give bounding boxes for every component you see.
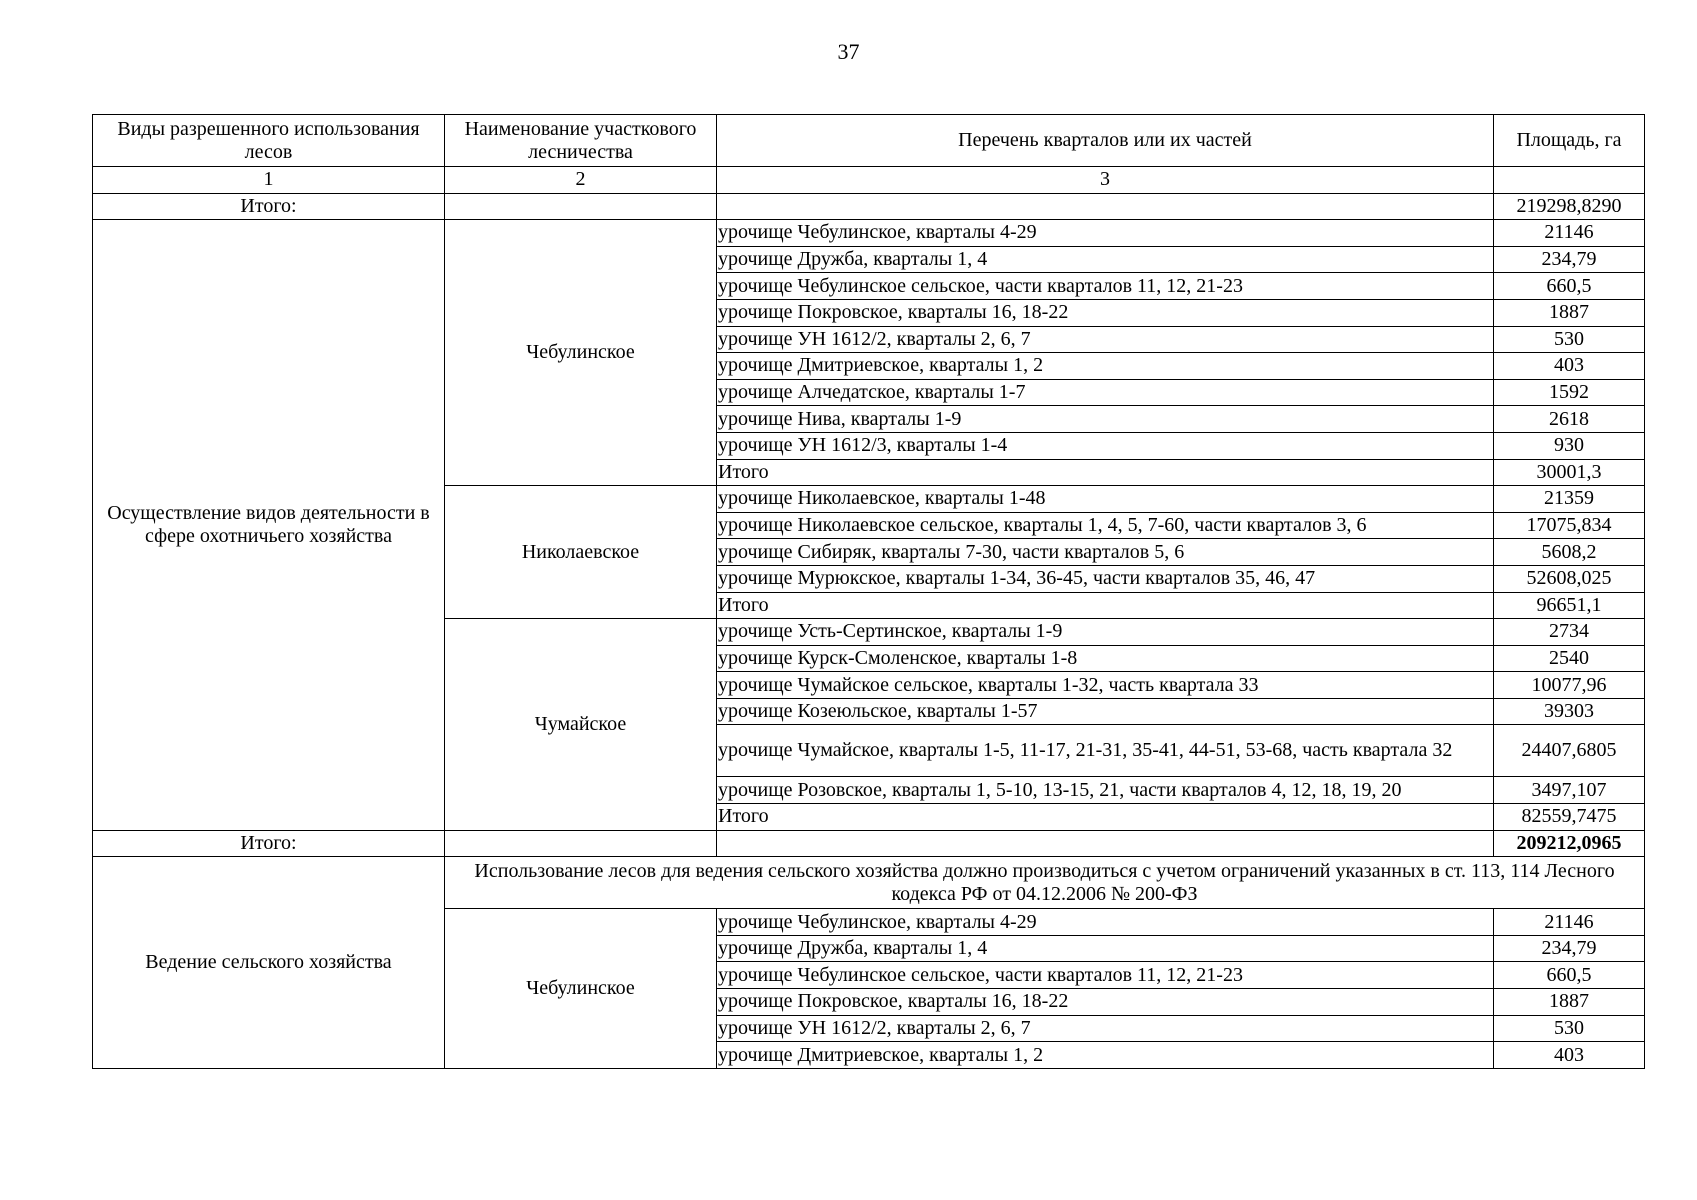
quarters-cell: урочище УН 1612/2, кварталы 2, 6, 7 [717, 326, 1494, 353]
quarters-cell: урочище Чумайское сельское, кварталы 1-32, часть квартала 33 [717, 672, 1494, 699]
use-type-hunting: Осуществление видов деятельности в сфере охотничьего хозяйства [93, 220, 445, 830]
quarters-cell: урочище Алчедатское, кварталы 1-7 [717, 379, 1494, 406]
use-type-agriculture: Ведение сельского хозяйства [93, 857, 445, 1069]
header-use-type: Виды разрешенного использования лесов [93, 115, 445, 167]
header-forestry: Наименование участкового лесничества [445, 115, 717, 167]
quarters-cell: урочище Чебулинское, кварталы 4-29 [717, 909, 1494, 936]
area-cell: 10077,96 [1494, 672, 1645, 699]
quarters-cell: урочище Чебулинское сельское, части кварталов 11, 12, 21-23 [717, 962, 1494, 989]
total-value: 209212,0965 [1494, 830, 1645, 857]
area-cell: 234,79 [1494, 246, 1645, 273]
header-area: Площадь, га [1494, 115, 1645, 167]
quarters-cell: урочище Розовское, кварталы 1, 5-10, 13-15, 21, части кварталов 4, 12, 18, 19, 20 [717, 777, 1494, 804]
area-cell: 930 [1494, 432, 1645, 459]
restriction-note: Использование лесов для ведения сельского хозяйства должно производиться с учетом ограничений указанных в ст. 113, 114 Лесного кодекса РФ от 04.12.2006 № 200-ФЗ [445, 857, 1645, 909]
area-cell: 660,5 [1494, 962, 1645, 989]
subtotal-value: 96651,1 [1494, 592, 1645, 619]
quarters-cell: урочище УН 1612/2, кварталы 2, 6, 7 [717, 1015, 1494, 1042]
subtotal-value: 30001,3 [1494, 459, 1645, 486]
quarters-cell: урочище УН 1612/3, кварталы 1-4 [717, 432, 1494, 459]
subtotal-label: Итого [717, 804, 1494, 831]
area-cell: 39303 [1494, 698, 1645, 725]
quarters-cell: урочище Мурюкское, кварталы 1-34, 36-45, части кварталов 35, 46, 47 [717, 565, 1494, 592]
quarters-cell: урочище Курск-Смоленское, кварталы 1-8 [717, 645, 1494, 672]
area-cell: 530 [1494, 1015, 1645, 1042]
column-number [1494, 167, 1645, 194]
column-number: 2 [445, 167, 717, 194]
forest-use-table [92, 114, 1645, 1069]
forestry-name: Чебулинское [445, 220, 717, 486]
quarters-cell: урочище Дружба, кварталы 1, 4 [717, 246, 1494, 273]
column-number: 1 [93, 167, 445, 194]
subtotal-label: Итого [717, 592, 1494, 619]
area-cell: 403 [1494, 353, 1645, 380]
column-number: 3 [717, 167, 1494, 194]
area-cell: 660,5 [1494, 273, 1645, 300]
forestry-name: Чумайское [445, 619, 717, 831]
total-label: Итого: [93, 193, 445, 220]
area-cell: 5608,2 [1494, 539, 1645, 566]
table-header-row [93, 115, 1645, 167]
area-cell: 2618 [1494, 406, 1645, 433]
quarters-cell: урочище Николаевское, кварталы 1-48 [717, 486, 1494, 513]
total-row [93, 193, 1645, 220]
quarters-cell: урочище Козеюльское, кварталы 1-57 [717, 698, 1494, 725]
total-label: Итого: [93, 830, 445, 857]
quarters-cell: урочище Николаевское сельское, кварталы 1, 4, 5, 7-60, части кварталов 3, 6 [717, 512, 1494, 539]
area-cell: 52608,025 [1494, 565, 1645, 592]
area-cell: 1887 [1494, 989, 1645, 1016]
area-cell: 21359 [1494, 486, 1645, 513]
quarters-cell: урочище Дмитриевское, кварталы 1, 2 [717, 1042, 1494, 1069]
total-value: 219298,8290 [1494, 193, 1645, 220]
forestry-name: Николаевское [445, 486, 717, 619]
table-row [93, 220, 1645, 247]
total-row [93, 830, 1645, 857]
area-cell: 3497,107 [1494, 777, 1645, 804]
quarters-cell: урочище Нива, кварталы 1-9 [717, 406, 1494, 433]
quarters-cell: урочище Дружба, кварталы 1, 4 [717, 935, 1494, 962]
page-number: 37 [837, 39, 860, 64]
subtotal-label: Итого [717, 459, 1494, 486]
column-number-row [93, 167, 1645, 194]
quarters-cell: урочище Дмитриевское, кварталы 1, 2 [717, 353, 1494, 380]
area-cell: 24407,6805 [1494, 725, 1645, 777]
subtotal-value: 82559,7475 [1494, 804, 1645, 831]
area-cell: 1887 [1494, 299, 1645, 326]
quarters-cell: урочище Покровское, кварталы 16, 18-22 [717, 299, 1494, 326]
quarters-cell: урочище Покровское, кварталы 16, 18-22 [717, 989, 1494, 1016]
area-cell: 21146 [1494, 220, 1645, 247]
area-cell: 403 [1494, 1042, 1645, 1069]
area-cell: 1592 [1494, 379, 1645, 406]
quarters-cell: урочище Сибиряк, кварталы 7-30, части кварталов 5, 6 [717, 539, 1494, 566]
area-cell: 21146 [1494, 909, 1645, 936]
area-cell: 2734 [1494, 619, 1645, 646]
quarters-cell: урочище Усть-Сертинское, кварталы 1-9 [717, 619, 1494, 646]
quarters-cell: урочище Чебулинское, кварталы 4-29 [717, 220, 1494, 247]
area-cell: 530 [1494, 326, 1645, 353]
note-row [93, 857, 1645, 909]
area-cell: 2540 [1494, 645, 1645, 672]
area-cell: 17075,834 [1494, 512, 1645, 539]
quarters-cell: урочище Чебулинское сельское, части кварталов 11, 12, 21-23 [717, 273, 1494, 300]
quarters-cell: урочище Чумайское, кварталы 1-5, 11-17, 21-31, 35-41, 44-51, 53-68, часть квартала 32 [717, 725, 1494, 777]
forestry-name: Чебулинское [445, 909, 717, 1069]
header-quarters: Перечень кварталов или их частей [717, 115, 1494, 167]
area-cell: 234,79 [1494, 935, 1645, 962]
